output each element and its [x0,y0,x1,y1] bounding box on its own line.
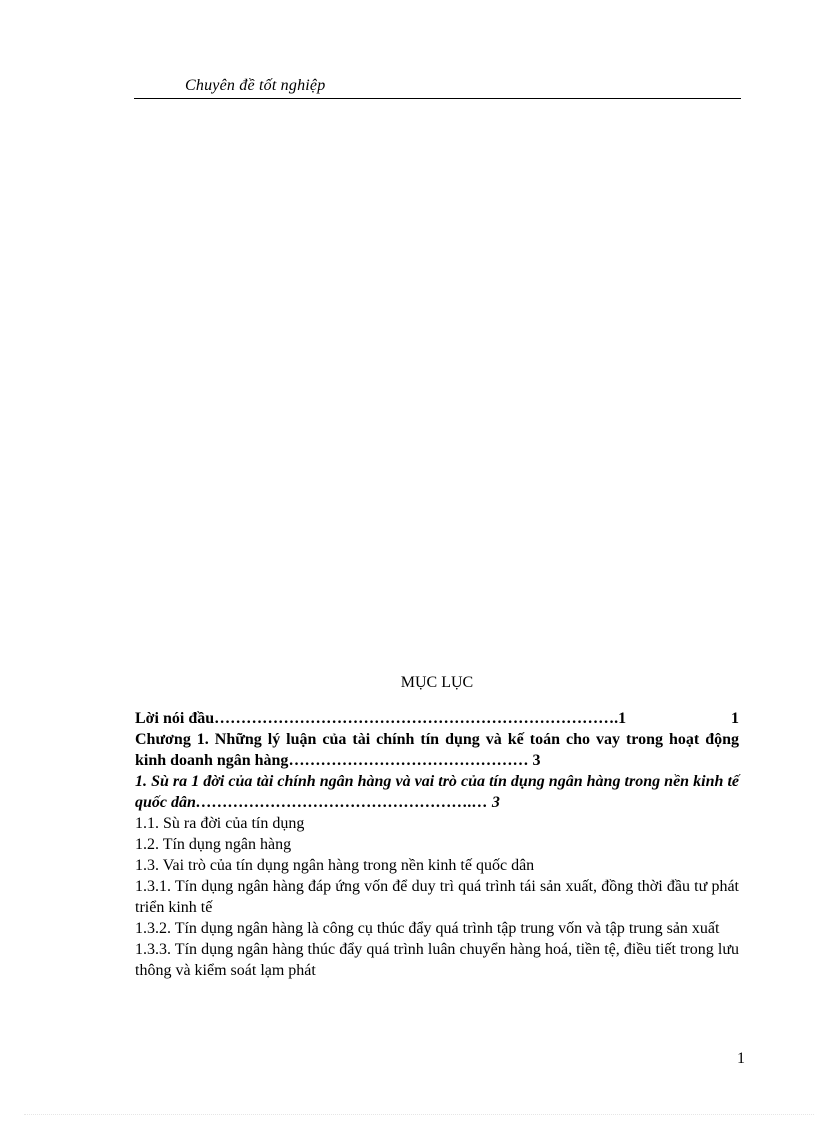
page-bottom-divider [24,1114,814,1115]
toc-entry-1-3[interactable]: 1.3. Vai trò của tín dụng ngân hàng trong nền kinh tế quốc dân [135,857,535,874]
page-number: 1 [737,1050,745,1067]
toc-entry-text: 1. Sù ra 1 đời của tài chính ngân hàng và vai trò của tín dụng ngân hàng trong nền kinh tế quốc dân [135,773,739,811]
table-of-contents [135,672,739,981]
toc-entry-1-2[interactable]: 1.2. Tín dụng ngân hàng [135,836,292,853]
toc-heading: MỤC LỤC [400,674,474,691]
toc-entry-page: 1 [731,710,739,727]
toc-entry-leader: ………………………………………………………………….1 [214,710,627,727]
toc-entry-leader: …………………………………………….… 3 [195,794,500,811]
header-title: Chuyên đề tốt nghiệp [185,77,326,94]
header-divider [134,98,741,99]
toc-entry-1-1[interactable]: 1.1. Sù ra đời của tín dụng [135,815,305,832]
toc-entry-1-3-3[interactable]: 1.3.3. Tín dụng ngân hàng thúc đẩy quá trình luân chuyển hàng hoá, tiền tệ, điều tiết trong lưu thông và kiểm soát lạm phát [135,941,739,979]
toc-entry-1-3-2[interactable]: 1.3.2. Tín dụng ngân hàng là công cụ thúc đẩy quá trình tập trung vốn và tập trung sản xuất [135,920,720,937]
toc-entry-1-3-1[interactable]: 1.3.1. Tín dụng ngân hàng đáp ứng vốn để duy trì quá trình tái sản xuất, đồng thời đầu tư phát triển kinh tế [135,878,739,916]
toc-entry-section-1[interactable] [135,771,739,813]
toc-entry-chuong-1[interactable] [135,729,739,771]
toc-entry-text: Lời nói đầu [135,710,215,727]
toc-entry-loi-noi-dau[interactable] [135,708,739,729]
toc-entry-text: Chương 1. Những lý luận của tài chính tín dụng và kế toán cho vay trong hoạt động kinh doanh ngân hàng [135,731,739,769]
toc-entry-leader: ……………………………………… 3 [288,752,541,769]
